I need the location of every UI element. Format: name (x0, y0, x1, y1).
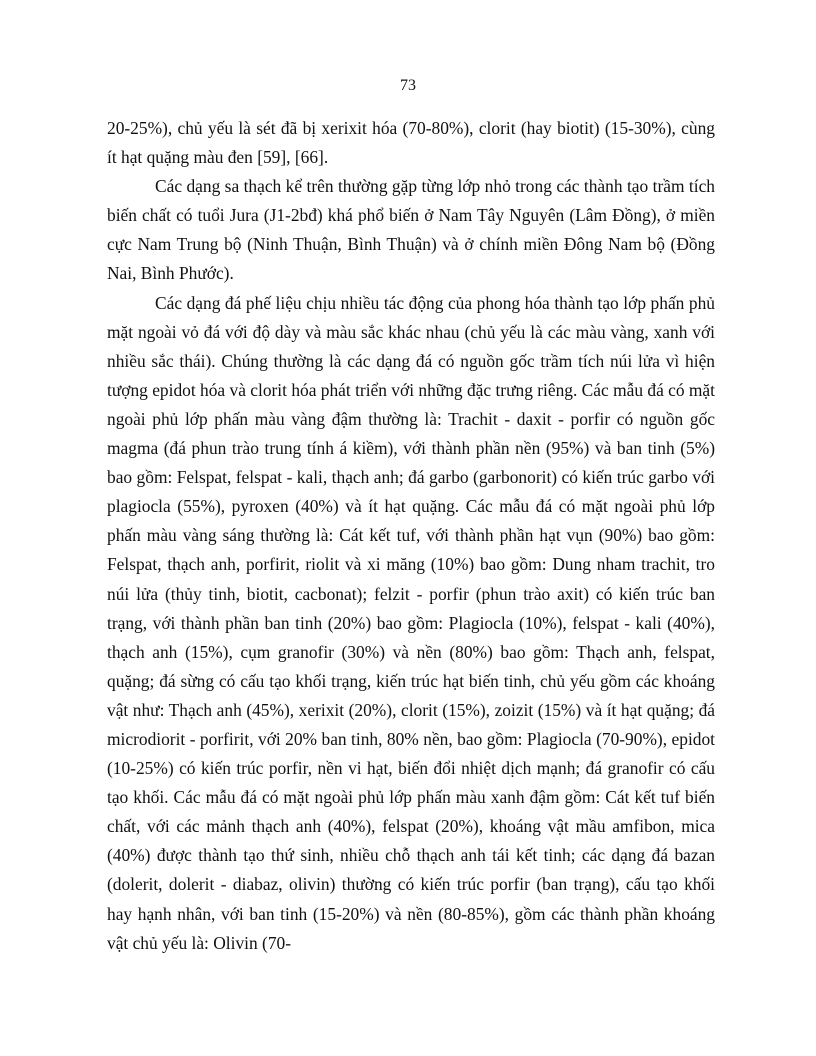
body-text (107, 114, 715, 958)
paragraph-sandstone-distribution: Các dạng sa thạch kể trên thường gặp từng lớp nhỏ trong các thành tạo trầm tích biến chất có tuổi Jura (J1-2bđ) khá phổ biến ở Nam Tây Nguyên (Lâm Đồng), ở miền cực Nam Trung bộ (Ninh Thuận, Bình Thuận) và ở chính miền Đông Nam bộ (Đồng Nai, Bình Phước). (107, 176, 715, 284)
paragraph-continuation: 20-25%), chủ yếu là sét đã bị xerixit hóa (70-80%), clorit (hay biotit) (15-30%), cùng ít hạt quặng màu đen [59], [66]. (107, 118, 715, 168)
page-number: 73 (400, 77, 416, 94)
paragraph-weathered-rocks: Các dạng đá phế liệu chịu nhiều tác động của phong hóa thành tạo lớp phấn phủ mặt ngoài vỏ đá với độ dày và màu sắc khác nhau (chủ yếu là các màu vàng, xanh với nhiều sắc thái). Chúng thường là các dạng đá có nguồn gốc trầm tích núi lửa vì hiện tượng epidot hóa và clorit hóa phát triển với những đặc trưng riêng. Các mẫu đá có mặt ngoài phủ lớp phấn màu vàng đậm thường là: Trachit - daxit - porfir có nguồn gốc magma (đá phun trào trung tính á kiềm), với thành phần nền (95%) và ban tinh (5%) bao gồm: Felspat, felspat - kali, thạch anh; đá garbo (garbonorit) có kiến trúc garbo với plagiocla (55%), pyroxen (40%) và ít hạt quặng. Các mẫu đá có mặt ngoài phủ lớp phấn màu vàng sáng thường là: Cát kết tuf, với thành phần hạt vụn (90%) bao gồm: Felspat, thạch anh, porfirit, riolit và xi măng (10%) bao gồm: Dung nham trachit, tro núi lửa (thủy tinh, biotit, cacbonat); felzit - porfir (phun trào axit) có kiến trúc ban trạng, với thành phần ban tinh (20%) bao gồm: Plagiocla (10%), felspat - kali (40%), thạch anh (15%), cụm granofir (30%) và nền (80%) bao gồm: Thạch anh, felspat, quặng; đá sừng có cấu tạo khối trạng, kiến trúc hạt biến tinh, chủ yếu gồm các khoáng vật như: Thạch anh (45%), xerixit (20%), clorit (15%), zoizit (15%) và ít hạt quặng; đá microdiorit - porfirit, với 20% ban tinh, 80% nền, bao gồm: Plagiocla (70-90%), epidot (10-25%) có kiến trúc porfir, nền vi hạt, biến đổi nhiệt dịch mạnh; đá granofir có cấu tạo khối. Các mẫu đá có mặt ngoài phủ lớp phấn màu xanh đậm gồm: Cát kết tuf biến chất, với các mảnh thạch anh (40%), felspat (20%), khoáng vật mầu amfibon, mica (40%) được thành tạo thứ sinh, nhiều chỗ thạch anh tái kết tinh; các dạng đá bazan (dolerit, dolerit - diabaz, olivin) thường có kiến trúc porfir (ban trạng), cấu tạo khối hay hạnh nhân, với ban tinh (15-20%) và nền (80-85%), gồm các thành phần khoáng vật chủ yếu là: Olivin (70- (107, 292, 715, 953)
